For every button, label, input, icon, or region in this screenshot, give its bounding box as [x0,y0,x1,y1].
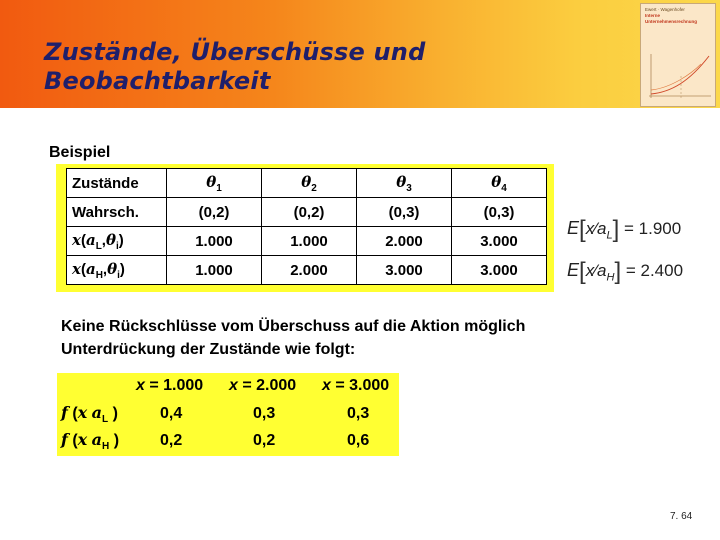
density-cell: 0,4 [160,405,183,422]
table-row [67,256,547,285]
theta-3-header: $\theta_3$ [357,169,452,198]
title-line-1: Zustände, Überschüsse und [44,38,426,66]
page-title [44,38,604,96]
title-line-2: Beobachtbarkeit [44,67,271,95]
table-row [67,169,547,198]
expectation-low-sub: L [606,229,613,242]
density-cell: 0,2 [160,432,183,449]
table-cell: 2.000 [262,256,357,285]
text-line-1: Keine Rückschlüsse vom Überschuss auf die Aktion möglich [61,318,526,335]
density-row-label-H: f (x $a_H$ ) [61,430,120,453]
row-header-probability: Wahrsch. [67,198,167,227]
table-cell: (0,3) [452,198,547,227]
density-cell: 0,3 [347,405,370,422]
book-title-2: Unternehmensrechnung [645,19,698,24]
table-cell: 2.000 [357,227,452,256]
table-cell: (0,2) [262,198,357,227]
table-cell: 3.000 [357,256,452,285]
density-header-2: x = 2.000 [229,377,297,394]
theta-4-header: $\theta_4$ [452,169,547,198]
table-cell: (0,3) [357,198,452,227]
density-cell: 0,3 [253,405,276,422]
text-line-2: Unterdrückung der Zustände wie folgt: [61,341,356,358]
table-cell: 1.000 [262,227,357,256]
expectation-high-value: 2.400 [640,261,684,280]
theta-2-sub: 2 [311,182,317,194]
theta-1-header: $\theta_1$ [167,169,262,198]
row-header-states: Zustände [67,169,167,198]
table-row [67,227,547,256]
density-cell: 0,2 [253,432,276,449]
table-cell: (0,2) [167,198,262,227]
page-number: 7. 64 [670,511,693,522]
theta-4-sub: 4 [501,182,507,194]
density-row-label-L: f (x $a_L$ ) [61,403,118,426]
density-header-1: x = 1.000 [136,377,204,394]
book-cover-thumbnail [640,3,716,107]
table-cell: 1.000 [167,227,262,256]
row-header-x-aL: $x(a_L,\theta_i)$ [67,227,167,256]
theta-1-sub: 1 [216,182,222,194]
header-banner [0,0,720,108]
table-cell: 3.000 [452,227,547,256]
expectation-high-sub: H [606,271,615,284]
expectation-high: $E[x⁄a_H] = 2.400$ [567,258,684,285]
theta-2-header: $\theta_2$ [262,169,357,198]
theta-3-sub: 3 [406,182,412,194]
table-cell: 3.000 [452,256,547,285]
example-label: Beispiel [49,144,111,161]
expectation-low-value: 1.900 [638,219,682,238]
density-cell: 0,6 [347,432,370,449]
book-author: Ewert · Wagenhofer [645,7,685,12]
book-title-1: Interne [645,13,661,18]
table-row [67,198,547,227]
table-cell: 1.000 [167,256,262,285]
expectation-low: $E[x⁄a_L] = 1.900$ [567,216,682,243]
density-x-2: 2.000 [256,377,297,394]
density-table [57,373,399,456]
row-header-x-aH: $x(a_H,\theta_i)$ [67,256,167,285]
density-header-3: x = 3.000 [322,377,390,394]
density-x-3: 3.000 [349,377,390,394]
density-x-1: 1.000 [163,377,204,394]
book-cover-graph [641,4,716,107]
states-table [66,168,547,285]
